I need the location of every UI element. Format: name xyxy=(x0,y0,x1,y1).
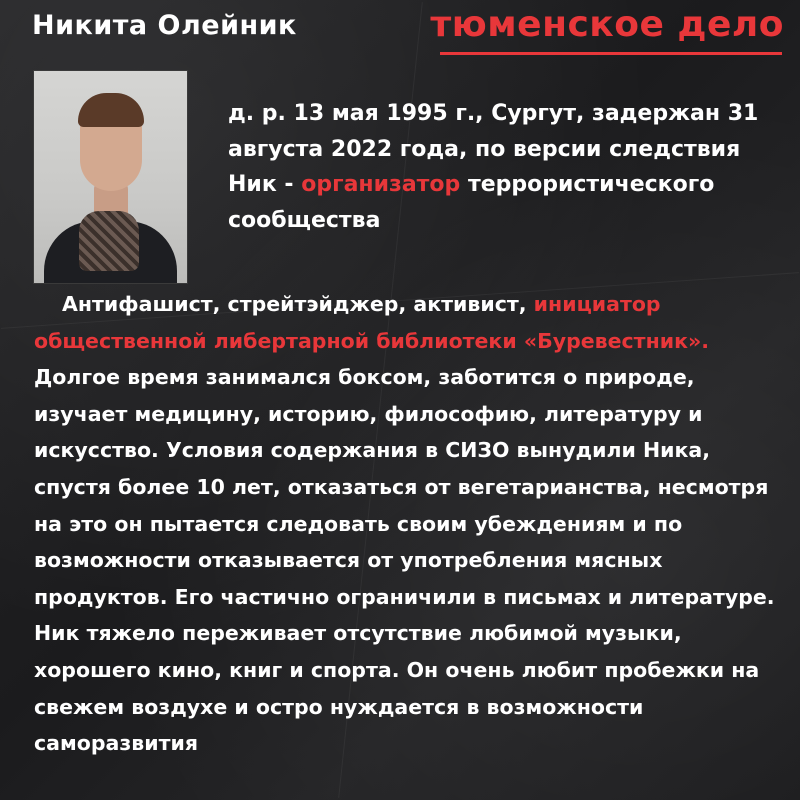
intro-text xyxy=(228,96,788,238)
bio-highlight: инициатор общественной либертарной библиотеки «Буревестник». xyxy=(34,292,710,353)
portrait-photo xyxy=(33,70,188,284)
person-name: Никита Олейник xyxy=(32,10,297,41)
intro-text-main: д. р. 13 мая 1995 г., Сургут, задержан 31 августа 2022 года, по версии следствия Ник - xyxy=(228,101,759,197)
bio-text-start: Антифашист, стрейтэйджер, активист, xyxy=(62,292,534,316)
case-tag-underline xyxy=(440,52,782,55)
bio-paragraph xyxy=(34,286,790,762)
intro-text-end: террористического сообщества xyxy=(228,172,715,233)
photo-scarf xyxy=(79,211,139,271)
bio-text-rest: Долгое время занимался боксом, заботится о природе, изучает медицину, историю, философию, литературу и искусство. Условия содержания в СИЗО вынудили Ника, спустя более 10 лет, отказаться от вегетарианства, несмотря на это он пытается следовать своим убеждениям и по возможности отказывается от употребления мясных продуктов. Его частично ограничили в письмах и литературе. Ник тяжело переживает отсутствие любимой музыки, хорошего кино, книг и спорта. Он очень любит пробежки на свежем воздухе и остро нуждается в возможности саморазвития xyxy=(34,365,775,756)
intro-highlight: организатор xyxy=(301,172,461,197)
photo-hair xyxy=(78,93,144,127)
case-tag: тюменское дело xyxy=(430,4,784,45)
